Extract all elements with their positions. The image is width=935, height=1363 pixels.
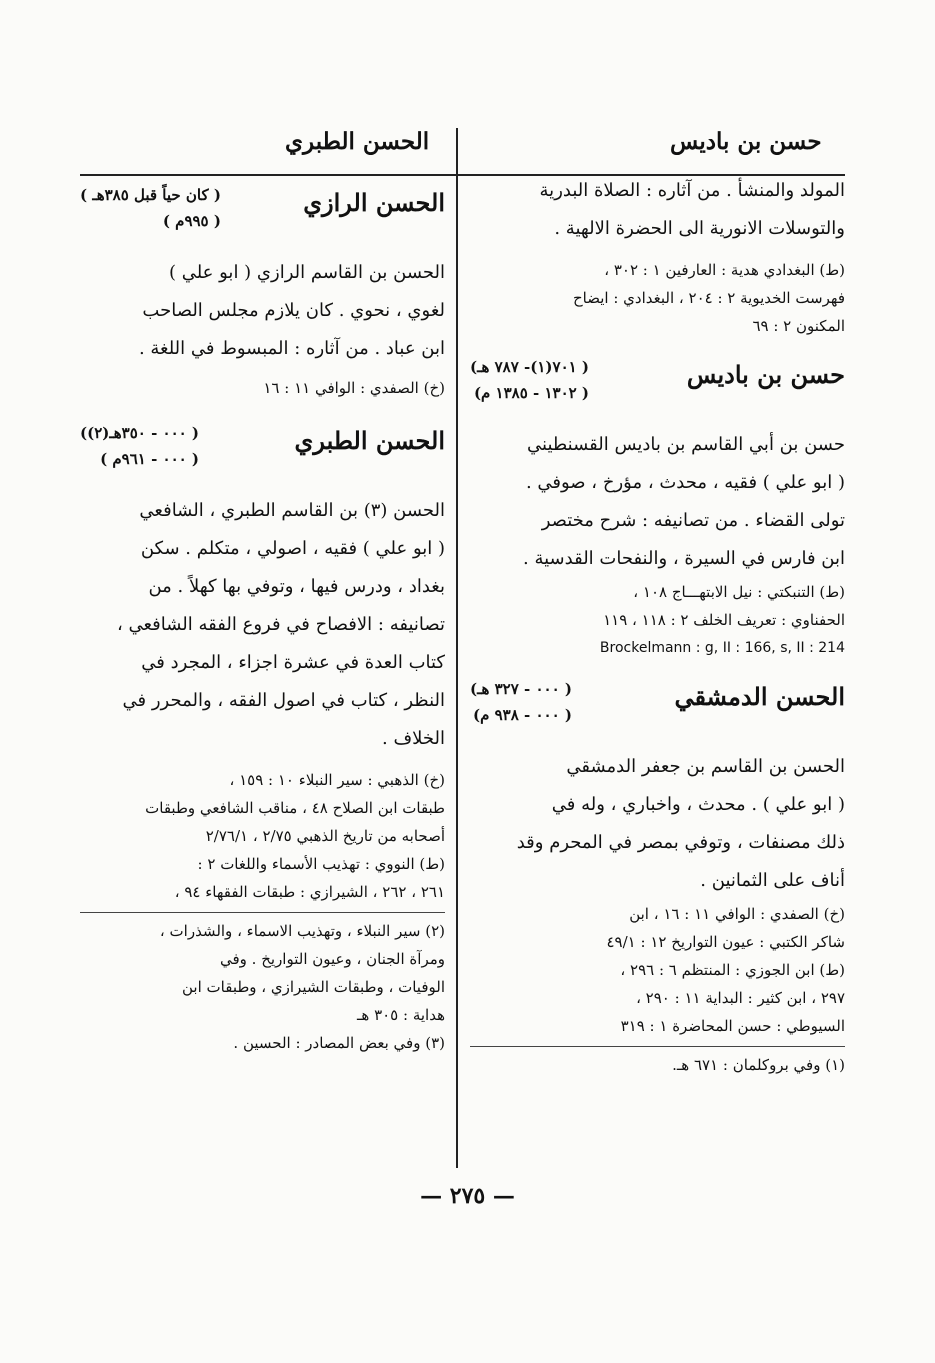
reference-line: (خ) الذهبي : سير النبلاء ١٠ : ١٥٩ ، xyxy=(229,771,445,789)
entry-dates xyxy=(80,420,199,472)
page-number: — ٢٧٥ — xyxy=(420,1183,515,1209)
entry-name: الحسن الدمشقي xyxy=(674,682,845,711)
dates-hijri: ( كان حياً قبل ٣٨٥هـ ) xyxy=(80,186,221,204)
entry-heading xyxy=(470,676,845,748)
footnote: هداية : ٣٠٥ هـ xyxy=(356,1006,445,1024)
reference-line: (ط) النووي : تهذيب الأسماء واللغات ٢ : xyxy=(197,855,445,873)
entry-body-line: الخلاف . xyxy=(382,728,445,749)
latin-reference: Brockelmann : g, II : 166, s, II : 214 xyxy=(599,640,845,656)
dates-hijri: ( ٠٠٠ - ٣٢٧ هـ) xyxy=(470,680,572,698)
reference-line: السيوطي : حسن المحاضرة ١ : ٣١٩ xyxy=(620,1017,845,1035)
reference-line: ٢٩٧ ، ابن كثير : البداية ١١ : ٢٩٠ ، xyxy=(636,989,845,1007)
dates-gregorian: ( ٠٠٠ - ٩٣٨ م) xyxy=(473,706,572,724)
reference-line: فهرست الخديوية ٢ : ٢٠٤ ، البغدادي : ايضاح xyxy=(572,289,845,307)
reference-line: (ط) التنبكتي : نيل الابتهـــاج ١٠٨ ، xyxy=(633,583,845,601)
entry-heading xyxy=(80,420,445,492)
entry-body-line: ابن عباد . من آثاره : المبسوط في اللغة . xyxy=(138,338,445,359)
footnote: (١) وفي بروكلمان : ٦٧١ هـ. xyxy=(672,1056,845,1074)
entry-body-line: تصانيفه : الافصاح في فروع الفقه الشافعي ، xyxy=(116,614,445,635)
continuation-line: والتوسلات الانورية الى الحضرة الالهية . xyxy=(554,218,845,239)
entry-dates xyxy=(470,676,572,728)
entry-body-line: لغوي ، نحوي . كان يلازم مجلس الصاحب xyxy=(142,300,445,321)
entry-body-line: تولى القضاء . من تصانيفه : شرح مختصر xyxy=(541,510,845,531)
entry-dates xyxy=(470,354,589,406)
entry-body-line: ( ابو علي ) فقيه ، محدث ، مؤرخ ، صوفي . xyxy=(525,472,845,493)
right-column xyxy=(470,172,845,1079)
entry-name: حسن بن باديس xyxy=(686,360,845,389)
dates-hijri: ( ٧٠١(١)- ٧٨٧ هـ) xyxy=(470,358,590,376)
entry-name: الحسن الرازي xyxy=(303,188,445,217)
footnote-rule xyxy=(80,912,445,913)
dates-gregorian: ( ١٣٠٢ - ١٣٨٥ م) xyxy=(473,384,590,402)
entry-body-line: النظر ، كتاب في اصول الفقه ، والمحرر في xyxy=(122,690,445,711)
entry-body-line: الحسن بن القاسم الرازي ( ابو علي ) xyxy=(168,262,445,283)
footnote: (٢) سير النبلاء ، وتهذيب الاسماء ، والشذرات ، xyxy=(159,922,445,940)
dates-hijri: ( ٠٠٠ - ٣٥٠هـ(٢)) xyxy=(80,424,200,442)
reference-line: الحفناوي : تعريف الخلف ٢ : ١١٨ ، ١١٩ xyxy=(603,611,845,629)
footnote: ومرآة الجنان ، وعيون التواريخ . وفي xyxy=(219,950,445,968)
reference-line: (ط) ابن الجوزي : المنتظم ٦ : ٢٩٦ ، xyxy=(620,961,845,979)
entry-body-line: أناف على الثمانين . xyxy=(700,870,845,891)
column-divider xyxy=(456,128,458,1168)
running-head-left: الحسن الطبري xyxy=(285,128,430,155)
entry-body-line: ( ابو علي ) فقيه ، اصولي ، متكلم . سكن xyxy=(140,538,445,559)
continuation-line: المولد والمنشأ . من آثاره : الصلاة البدرية xyxy=(539,180,845,201)
footnote: (٣) وفي بعض المصادر : الحسين . xyxy=(233,1034,445,1052)
reference-line: (خ) الصفدي : الوافي ١١ : ١٦ ، ابن xyxy=(629,905,845,923)
entry-body-line: الحسن بن القاسم بن جعفر الدمشقي xyxy=(566,756,845,777)
entry-body-line: ذلك مصنفات ، وتوفي بمصر في المحرم وقد xyxy=(516,832,845,853)
reference-line: المكنون ٢ : ٦٩ xyxy=(752,317,845,335)
left-column xyxy=(80,182,445,1057)
entry-name: الحسن الطبري xyxy=(294,426,445,455)
running-head-right: حسن بن باديس xyxy=(670,128,822,155)
dates-gregorian: ( ٩٩٥م ) xyxy=(162,212,221,230)
dates-gregorian: ( ٠٠٠ - ٩٦١م ) xyxy=(100,450,200,468)
entry-body-line: بغداد ، ودرس فيها ، وتوفي بها كهلاً . من xyxy=(148,576,445,597)
entry-body-line: حسن بن أبي القاسم بن باديس القسنطيني xyxy=(527,434,845,455)
footnote-rule xyxy=(470,1046,845,1047)
footnote: الوفيات ، وطبقات الشيرازي ، وطبقات ابن xyxy=(182,978,445,996)
running-head-row xyxy=(80,120,845,160)
reference-line: شاكر الكتبي : عيون التواريخ ١٢ : ٤٩/١ xyxy=(606,933,845,951)
reference-line: (ط) البغدادي هدية : العارفين ١ : ٣٠٢ ، xyxy=(604,261,845,279)
reference-line: طبقات ابن الصلاح ٤٨ ، مناقب الشافعي وطبقات xyxy=(145,799,445,817)
entry-heading xyxy=(80,182,445,254)
reference-line: ٢٦١ ، ٢٦٢ ، الشيرازي : طبقات الفقهاء ٩٤ ، xyxy=(174,883,445,901)
entry-body-line: ( ابو علي ) . محدث ، واخباري ، وله في xyxy=(551,794,845,815)
reference-line: (خ) الصفدي : الوافي ١١ : ١٦ xyxy=(263,379,445,397)
reference-line: أصحابه من تاريخ الذهبي ٢/٧٥ ، ٢/٧٦/١ xyxy=(205,827,445,845)
entry-body-line: الحسن (٣) بن القاسم الطبري ، الشافعي xyxy=(139,500,445,521)
entry-heading xyxy=(470,354,845,426)
entry-body-line: ابن فارس في السيرة ، والنفحات القدسية . xyxy=(523,548,845,569)
entry-dates xyxy=(80,182,221,234)
entry-body-line: كتاب العدة في عشرة اجزاء ، المجرد في xyxy=(141,652,445,673)
